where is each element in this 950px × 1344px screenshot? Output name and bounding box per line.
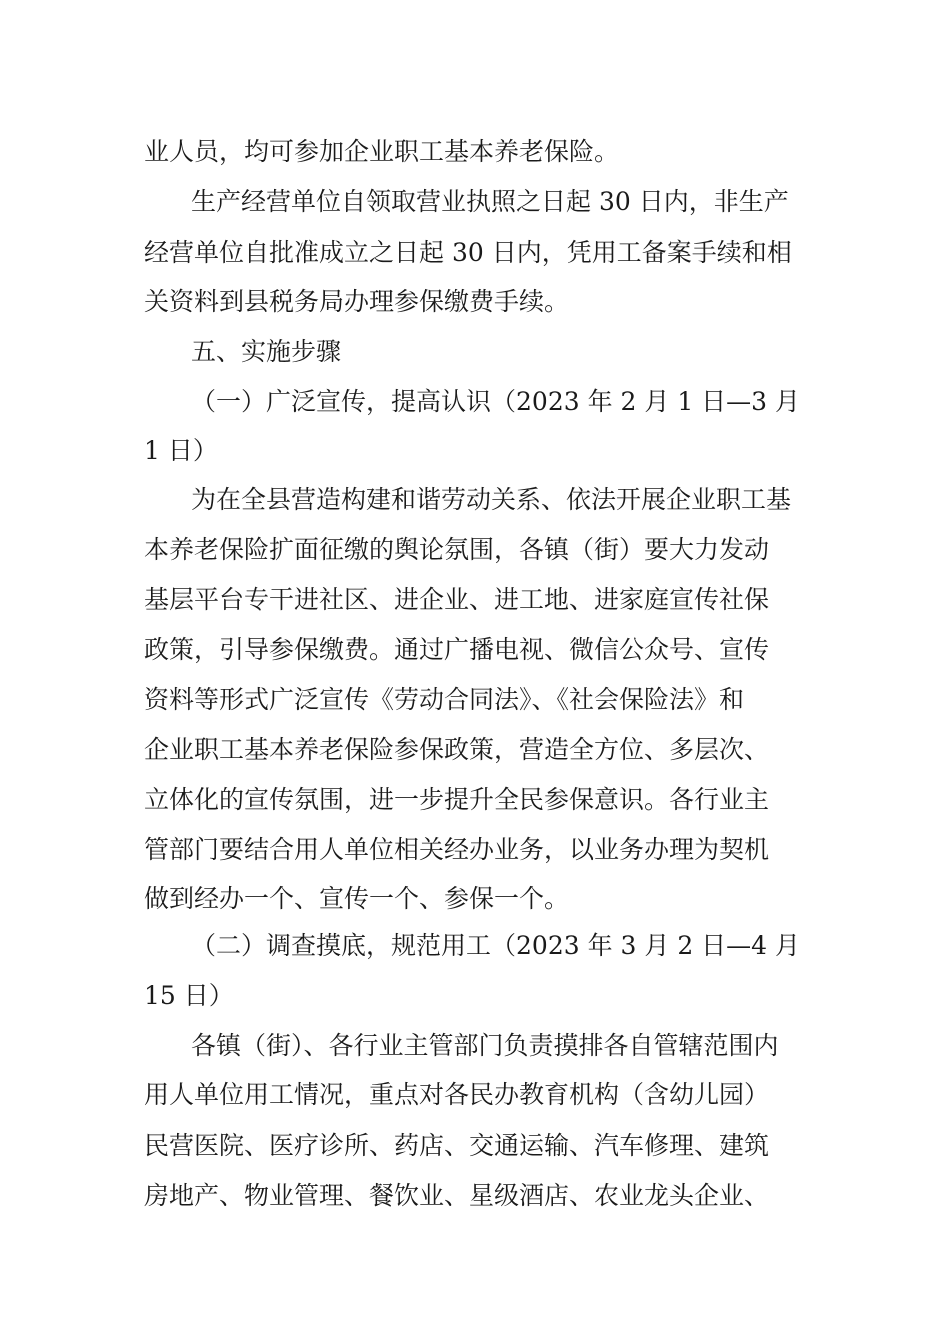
text-line: 管部门要结合用人单位相关经办业务，以业务办理为契机 xyxy=(144,835,770,864)
paragraph-start: 生产经营单位自领取营业执照之日起 30 日内，非生产 xyxy=(191,187,789,216)
text-line: 用人单位用工情况，重点对各民办教育机构（含幼儿园） xyxy=(144,1080,770,1109)
text-line: 关资料到县税务局办理参保缴费手续。 xyxy=(144,287,570,316)
text-line: 民营医院、医疗诊所、药店、交通运输、汽车修理、建筑 xyxy=(144,1131,770,1160)
text-line: 做到经办一个、宣传一个、参保一个。 xyxy=(144,884,570,913)
text-line: 企业职工基本养老保险参保政策，营造全方位、多层次、 xyxy=(144,735,770,764)
text-line: 本养老保险扩面征缴的舆论氛围，各镇（街）要大力发动 xyxy=(144,535,770,564)
subsection-heading: （一）广泛宣传，提高认识（2023 年 2 月 1 日—3 月 xyxy=(191,387,801,416)
text-line: 政策，引导参保缴费。通过广播电视、微信公众号、宣传 xyxy=(144,635,770,664)
text-line: 资料等形式广泛宣传《劳动合同法》、《社会保险法》和 xyxy=(144,685,745,714)
paragraph-start: 为在全县营造构建和谐劳动关系、依法开展企业职工基 xyxy=(191,485,792,514)
text-line: 立体化的宣传氛围，进一步提升全民参保意识。各行业主 xyxy=(144,785,770,814)
subsection-heading: （二）调查摸底，规范用工（2023 年 3 月 2 日—4 月 xyxy=(191,931,801,960)
text-line: 业人员，均可参加企业职工基本养老保险。 xyxy=(144,137,620,166)
text-line: 房地产、物业管理、餐饮业、星级酒店、农业龙头企业、 xyxy=(144,1181,770,1210)
subsection-heading-cont: 1 日） xyxy=(144,436,218,465)
text-line: 基层平台专干进社区、进企业、进工地、进家庭宣传社保 xyxy=(144,585,770,614)
section-heading: 五、实施步骤 xyxy=(191,337,342,366)
text-line: 经营单位自批准成立之日起 30 日内，凭用工备案手续和相 xyxy=(144,238,792,267)
paragraph-start: 各镇（街）、各行业主管部门负责摸排各自管辖范围内 xyxy=(191,1031,779,1060)
subsection-heading-cont: 15 日） xyxy=(144,981,234,1010)
